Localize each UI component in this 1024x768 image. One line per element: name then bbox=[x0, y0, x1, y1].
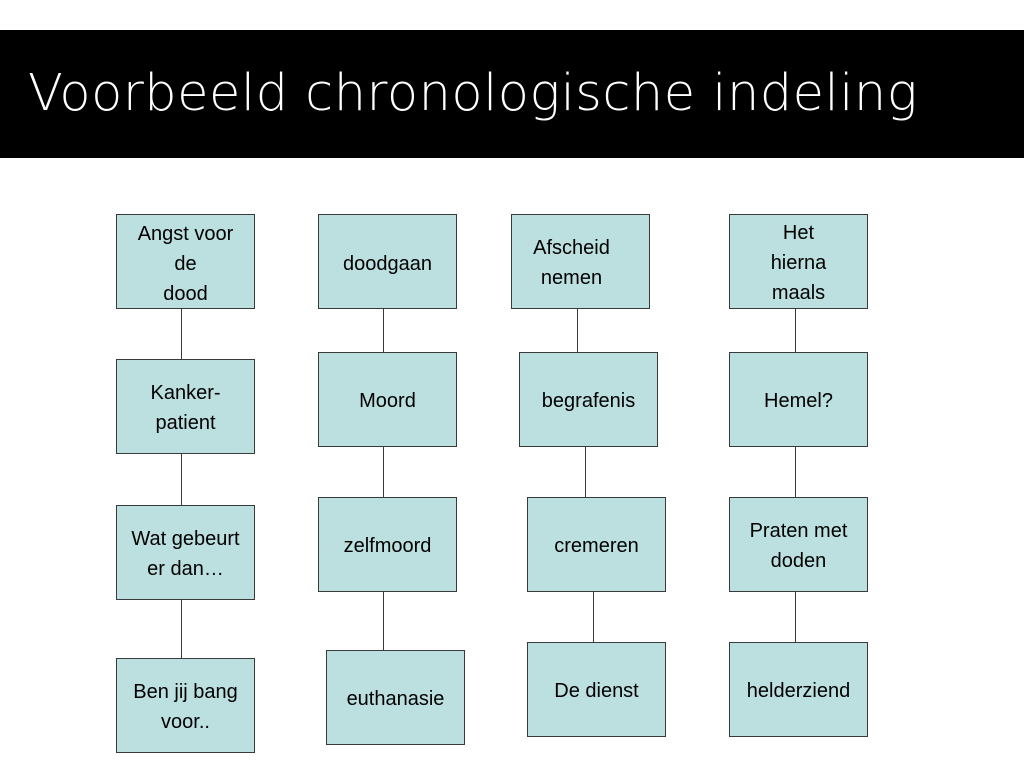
node-label: cremeren bbox=[554, 535, 639, 557]
node-ben-jij-bang-voor bbox=[116, 658, 255, 753]
connector bbox=[795, 308, 796, 352]
node-label: Hemel? bbox=[764, 390, 833, 412]
node-de-dienst bbox=[527, 642, 666, 737]
node-label: Kanker- patient bbox=[150, 382, 221, 434]
node-label: euthanasie bbox=[346, 688, 445, 710]
slide-title: Voorbeeld chronologische indeling bbox=[28, 64, 918, 123]
connector bbox=[585, 446, 586, 497]
node-euthanasie bbox=[326, 650, 465, 745]
connector bbox=[383, 591, 384, 650]
node-doodgaan bbox=[318, 214, 457, 309]
node-hemel bbox=[729, 352, 868, 447]
node-label: De dienst bbox=[554, 680, 639, 702]
node-label: Wat gebeurt er dan… bbox=[131, 528, 240, 580]
connector bbox=[795, 446, 796, 497]
node-label: begrafenis bbox=[541, 390, 636, 412]
connector bbox=[181, 453, 182, 505]
node-angst-voor-de-dood bbox=[116, 214, 255, 309]
node-label: Angst voor de dood bbox=[137, 223, 234, 305]
connector bbox=[383, 308, 384, 352]
node-het-hierna-maals bbox=[729, 214, 868, 309]
node-wat-gebeurt-er-dan bbox=[116, 505, 255, 600]
connector bbox=[181, 599, 182, 658]
node-label: Het hierna maals bbox=[770, 222, 827, 304]
connector bbox=[181, 308, 182, 359]
node-zelfmoord bbox=[318, 497, 457, 592]
node-cremeren bbox=[527, 497, 666, 592]
title-bar bbox=[0, 30, 1024, 158]
node-label: zelfmoord bbox=[343, 535, 432, 557]
node-begrafenis bbox=[519, 352, 658, 447]
connector bbox=[795, 591, 796, 642]
connector bbox=[593, 591, 594, 642]
node-label: doodgaan bbox=[343, 253, 432, 275]
node-label: Praten met doden bbox=[749, 520, 848, 572]
node-helderziend bbox=[729, 642, 868, 737]
node-moord bbox=[318, 352, 457, 447]
node-label: Moord bbox=[359, 390, 416, 412]
connector bbox=[383, 446, 384, 497]
node-label: helderziend bbox=[746, 680, 851, 702]
connector bbox=[577, 308, 578, 352]
node-kanker-patient bbox=[116, 359, 255, 454]
node-label: Afscheid nemen bbox=[533, 237, 610, 289]
node-praten-met-doden bbox=[729, 497, 868, 592]
node-label: Ben jij bang voor.. bbox=[133, 681, 238, 733]
node-afscheid-nemen bbox=[511, 214, 650, 309]
